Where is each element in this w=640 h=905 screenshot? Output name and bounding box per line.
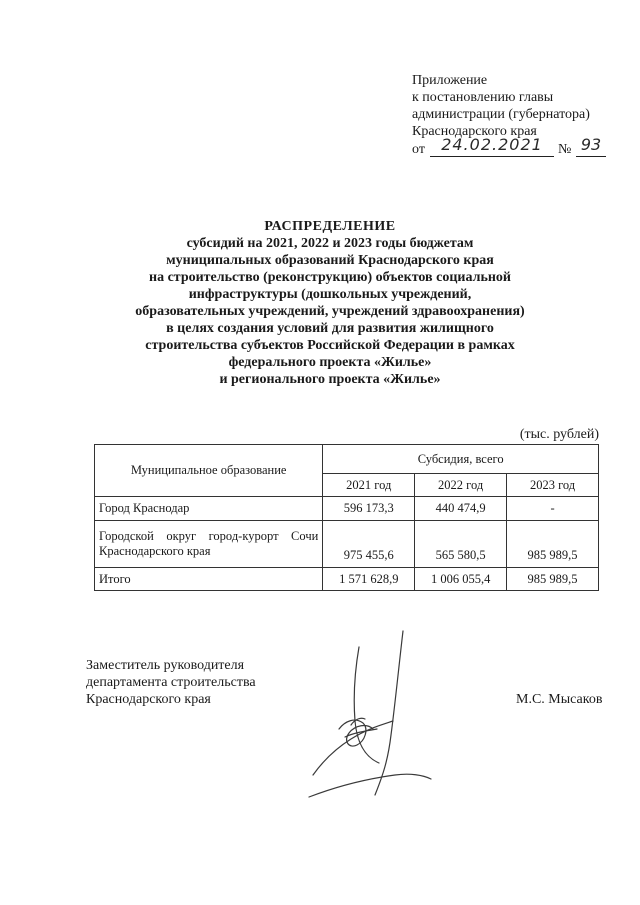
title-line: образовательных учреждений, учреждений здравоохранения) [135, 304, 525, 319]
total-2023: 985 989,5 [507, 568, 599, 591]
date-prefix: от [412, 142, 425, 157]
document-title [70, 218, 590, 388]
title-line: в целях создания условий для развития жилищного [166, 321, 494, 336]
signer-line: Краснодарского края [86, 692, 211, 707]
subsidy-table [94, 444, 599, 591]
total-2021: 1 571 628,9 [323, 568, 415, 591]
title-line: субсидий на 2021, 2022 и 2023 годы бюджетам [186, 236, 474, 251]
title-line: на строительство (реконструкцию) объектов социальной [149, 270, 511, 285]
appendix-line: Приложение [412, 73, 488, 88]
cell-2021: 975 455,6 [323, 521, 415, 568]
cell-2022: 440 474,9 [415, 497, 507, 521]
signer-line: департамента строительства [86, 675, 256, 690]
column-header-2021: 2021 год [323, 474, 415, 497]
date-number-line [412, 135, 627, 160]
column-header-municipality: Муниципальное образование [95, 445, 323, 497]
total-2022: 1 006 055,4 [415, 568, 507, 591]
signer-line: Заместитель руководителя [86, 658, 245, 673]
handwritten-signature [295, 625, 445, 805]
signer-position [86, 657, 256, 708]
table-row [95, 497, 599, 521]
title-line: муниципальных образований Краснодарского края [166, 253, 494, 268]
title-line: федерального проекта «Жилье» [228, 355, 432, 370]
appendix-line: администрации (губернатора) [412, 107, 590, 122]
row-municipality: Городской округ город-курорт Сочи Краснодарского края [95, 521, 323, 568]
table-row [95, 521, 599, 568]
title-line: строительства субъектов Российской Федерации в рамках [145, 338, 515, 353]
cell-2022: 565 580,5 [415, 521, 507, 568]
table-total-row [95, 568, 599, 591]
signer-name: М.С. Мысаков [516, 692, 603, 707]
units-label: (тыс. рублей) [519, 427, 599, 442]
appendix-block [412, 72, 627, 160]
row-municipality: Город Краснодар [95, 497, 323, 521]
appendix-line: к постановлению главы [412, 90, 554, 105]
cell-2023: - [507, 497, 599, 521]
cell-2023: 985 989,5 [507, 521, 599, 568]
handwritten-date: 24.02.2021 [430, 136, 554, 157]
number-prefix: № [558, 142, 572, 157]
column-header-subsidy: Субсидия, всего [323, 445, 599, 474]
title-line: и регионального проекта «Жилье» [219, 372, 441, 387]
column-header-2022: 2022 год [415, 474, 507, 497]
title-line: инфраструктуры (дошкольных учреждений, [188, 287, 472, 302]
total-label: Итого [95, 568, 323, 591]
column-header-2023: 2023 год [507, 474, 599, 497]
title-line: РАСПРЕДЕЛЕНИЕ [264, 219, 396, 234]
table-header-row [95, 445, 599, 474]
cell-2021: 596 173,3 [323, 497, 415, 521]
appendix-line: Краснодарского края [412, 124, 537, 139]
handwritten-number: 93 [576, 136, 606, 157]
